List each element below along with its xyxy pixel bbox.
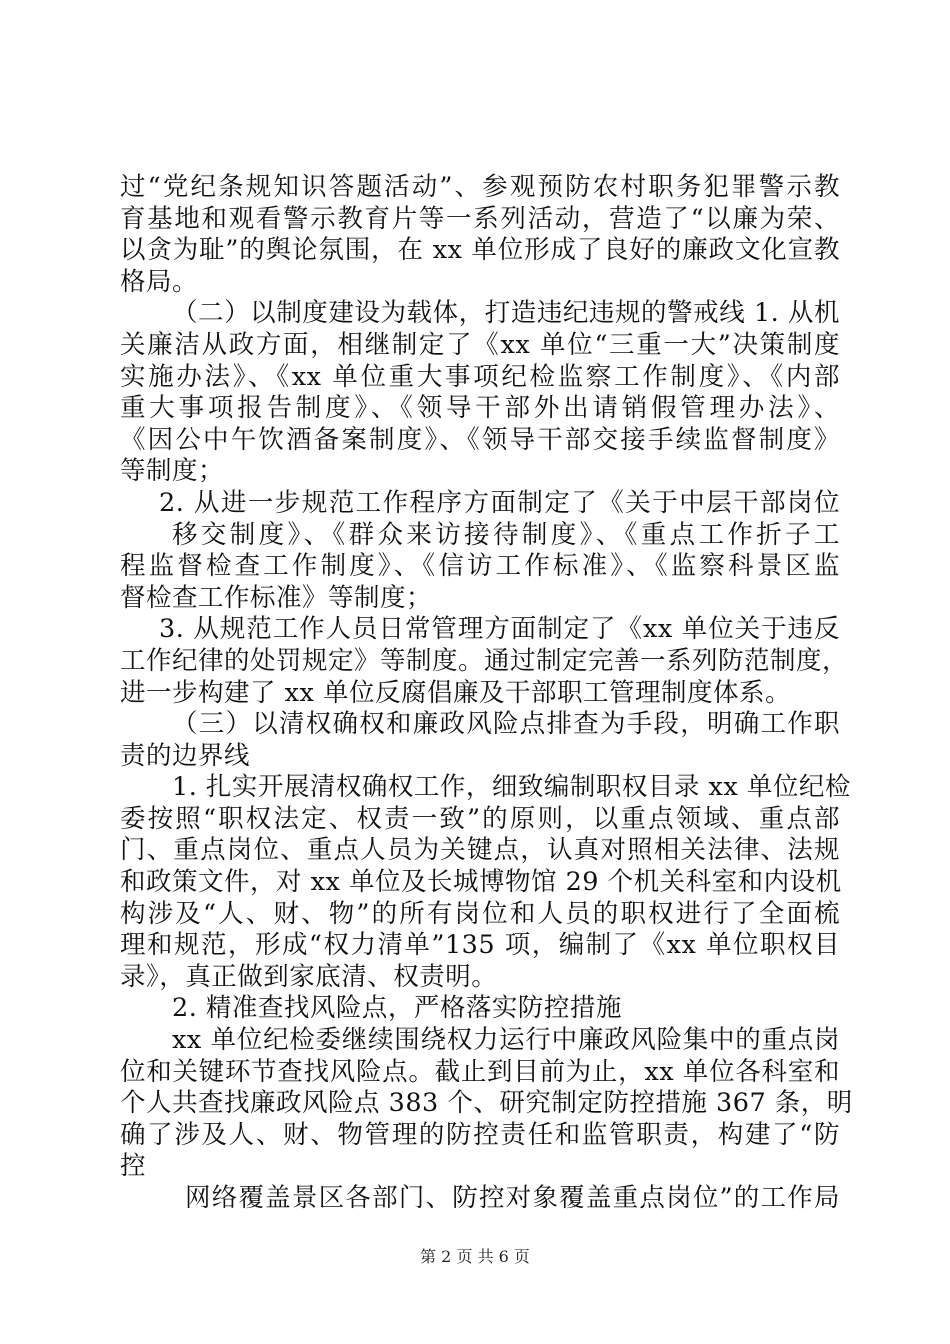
text-line: 个人共查找廉政风险点 383 个、研究制定防控措施 367 条，明 <box>120 1088 853 1119</box>
text-line: 格局。 <box>120 266 199 297</box>
text-line: 构涉及“人、财、物”的所有岗位和人员的职权进行了全面梳 <box>120 898 840 929</box>
text-line: 和政策文件，对 xx 单位及长城博物馆 29 个机关科室和内设机 <box>120 867 842 898</box>
text-line: 工作纪律的处罚规定》等制度。通过制定完善一系列防范制度， <box>120 645 849 676</box>
text-line: 移交制度》、《群众来访接待制度》、《重点工作折子工 <box>172 519 840 550</box>
text-line: 重大事项报告制度》、《领导干部外出请销假管理办法》、 <box>120 393 840 424</box>
text-line: 《因公中午饮酒备案制度》、《领导干部交接手续监督制度》 <box>120 424 840 455</box>
text-line: 责的边界线 <box>120 740 251 771</box>
text-line: 实施办法》、《xx 单位重大事项纪检监察工作制度》、《内部 <box>120 361 840 392</box>
text-line: 1. 扎实开展清权确权工作，细致编制职权目录 xx 单位纪检 <box>172 772 851 803</box>
text-line: 进一步构建了 xx 单位反腐倡廉及干部职工管理制度体系。 <box>120 677 791 708</box>
text-line: 育基地和观看警示教育片等一系列活动，营造了“以廉为荣、 <box>120 203 840 234</box>
text-line: （二）以制度建设为载体，打造违纪违规的警戒线 1. 从机 <box>172 298 840 329</box>
document-body <box>120 172 853 1215</box>
page-footer: 第 2 页 共 6 页 <box>420 1247 530 1266</box>
text-line: 3. 从规范工作人员日常管理方面制定了《xx 单位关于违反 <box>159 614 840 645</box>
text-line: 督检查工作标准》等制度； <box>120 582 433 613</box>
text-line: 以贪为耻”的舆论氛围，在 xx 单位形成了良好的廉政文化宣教 <box>120 235 840 266</box>
text-line: 过“党纪条规知识答题活动”、参观预防农村职务犯罪警示教 <box>120 172 840 202</box>
text-line: 2. 精准查找风险点，严格落实防控措施 <box>172 993 622 1024</box>
text-line: （三）以清权确权和廉政风险点排查为手段，明确工作职 <box>172 709 840 740</box>
text-line: 录》，真正做到家底清、权责明。 <box>120 961 498 992</box>
text-line: 位和关键环节查找风险点。截止到目前为止，xx 单位各科室和 <box>120 1056 840 1087</box>
text-line: 等制度； <box>120 456 225 487</box>
text-line: 确了涉及人、财、物管理的防控责任和监管职责，构建了“防 <box>120 1119 840 1150</box>
text-line: 关廉洁从政方面，相继制定了《xx 单位“三重一大”决策制度 <box>120 329 840 360</box>
text-line: 2. 从进一步规范工作程序方面制定了《关于中层干部岗位 <box>159 487 840 518</box>
text-line: 门、重点岗位、重点人员为关键点，认真对照相关法律、法规 <box>120 835 840 866</box>
text-line: 控 <box>120 1151 147 1182</box>
text-line: 程监督检查工作制度》、《信访工作标准》、《监察科景区监 <box>120 551 840 582</box>
text-line: 理和规范，形成“权力清单”135 项，编制了《xx 单位职权目 <box>120 930 840 961</box>
text-line: xx 单位纪检委继续围绕权力运行中廉政风险集中的重点岗 <box>172 1025 840 1056</box>
text-line: 委按照“职权法定、权责一致”的原则，以重点领域、重点部 <box>120 803 840 834</box>
text-line: 网络覆盖景区各部门、防控对象覆盖重点岗位”的工作局 <box>185 1183 840 1213</box>
